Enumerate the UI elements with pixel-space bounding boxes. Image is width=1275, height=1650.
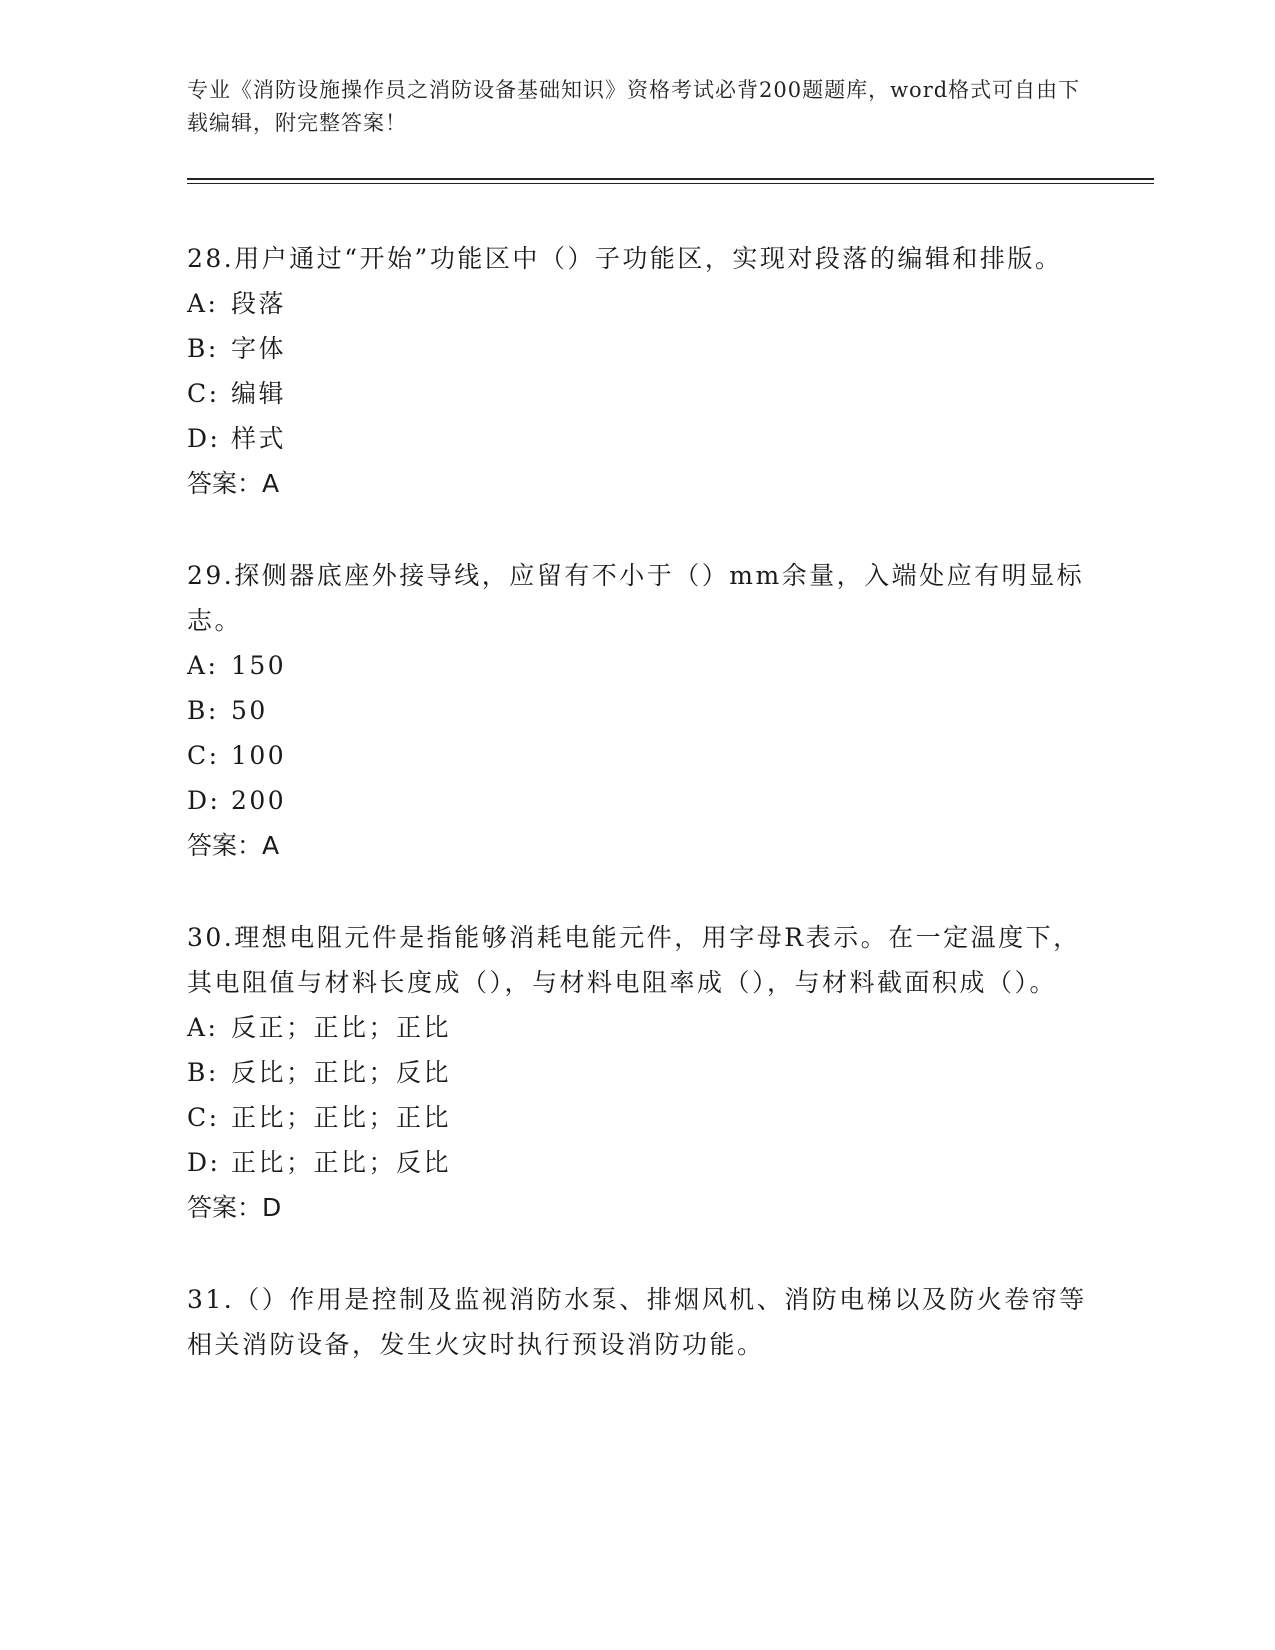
option-text: 段落 <box>231 289 287 318</box>
option-letter: B: <box>187 334 219 363</box>
option-letter: A: <box>187 651 219 680</box>
option-b <box>187 688 1087 733</box>
option-c <box>187 733 1087 778</box>
question-stem: 28.用户通过“开始”功能区中（）子功能区，实现对段落的编辑和排版。 <box>187 244 1063 273</box>
document-header <box>187 74 1087 140</box>
option-text: 100 <box>231 741 287 770</box>
option-d <box>187 416 1087 461</box>
header-rule-thick <box>187 178 1154 180</box>
option-text: 正比；正比；正比 <box>231 1103 452 1132</box>
option-letter: D: <box>187 786 221 815</box>
option-c <box>187 1095 1087 1140</box>
option-text: 反正；正比；正比 <box>231 1013 452 1042</box>
header-title: 专业《消防设施操作员之消防设备基础知识》资格考试必背200题题库，word格式可自由下载编辑，附完整答案！ <box>187 78 1081 135</box>
option-letter: C: <box>187 379 220 408</box>
option-text: 150 <box>231 651 287 680</box>
question-29 <box>187 553 1087 868</box>
option-b <box>187 326 1087 371</box>
answer-line: 答案：A <box>187 469 280 498</box>
option-letter: D: <box>187 424 221 453</box>
option-text: 正比；正比；反比 <box>231 1148 452 1177</box>
answer-line: 答案：D <box>187 1193 282 1222</box>
option-text: 200 <box>231 786 287 815</box>
option-text: 50 <box>231 696 268 725</box>
option-letter: D: <box>187 1148 221 1177</box>
option-b <box>187 1050 1087 1095</box>
option-a <box>187 1005 1087 1050</box>
question-stem: 29.探侧器底座外接导线，应留有不小于（）mm余量，入端处应有明显标志。 <box>187 561 1085 635</box>
option-letter: C: <box>187 1103 220 1132</box>
question-28 <box>187 236 1087 506</box>
question-stem: 31.（）作用是控制及监视消防水泵、排烟风机、消防电梯以及防火卷帘等相关消防设备，发生火灾时执行预设消防功能。 <box>187 1285 1087 1359</box>
question-31 <box>187 1277 1087 1367</box>
option-text: 字体 <box>231 334 287 363</box>
question-list <box>187 236 1087 1414</box>
option-letter: A: <box>187 289 219 318</box>
option-letter: A: <box>187 1013 219 1042</box>
option-letter: C: <box>187 741 220 770</box>
option-d <box>187 1140 1087 1185</box>
option-c <box>187 371 1087 416</box>
option-a <box>187 643 1087 688</box>
option-a <box>187 281 1087 326</box>
answer-line: 答案：A <box>187 831 280 860</box>
question-30 <box>187 915 1087 1230</box>
option-d <box>187 778 1087 823</box>
question-stem: 30.理想电阻元件是指能够消耗电能元件，用字母R表示。在一定温度下，其电阻值与材料长度成（），与材料电阻率成（），与材料截面积成（）。 <box>187 923 1081 997</box>
option-text: 样式 <box>231 424 287 453</box>
header-rule-thin <box>187 183 1154 184</box>
option-letter: B: <box>187 696 219 725</box>
option-text: 反比；正比；反比 <box>231 1058 452 1087</box>
option-letter: B: <box>187 1058 219 1087</box>
option-text: 编辑 <box>231 379 287 408</box>
